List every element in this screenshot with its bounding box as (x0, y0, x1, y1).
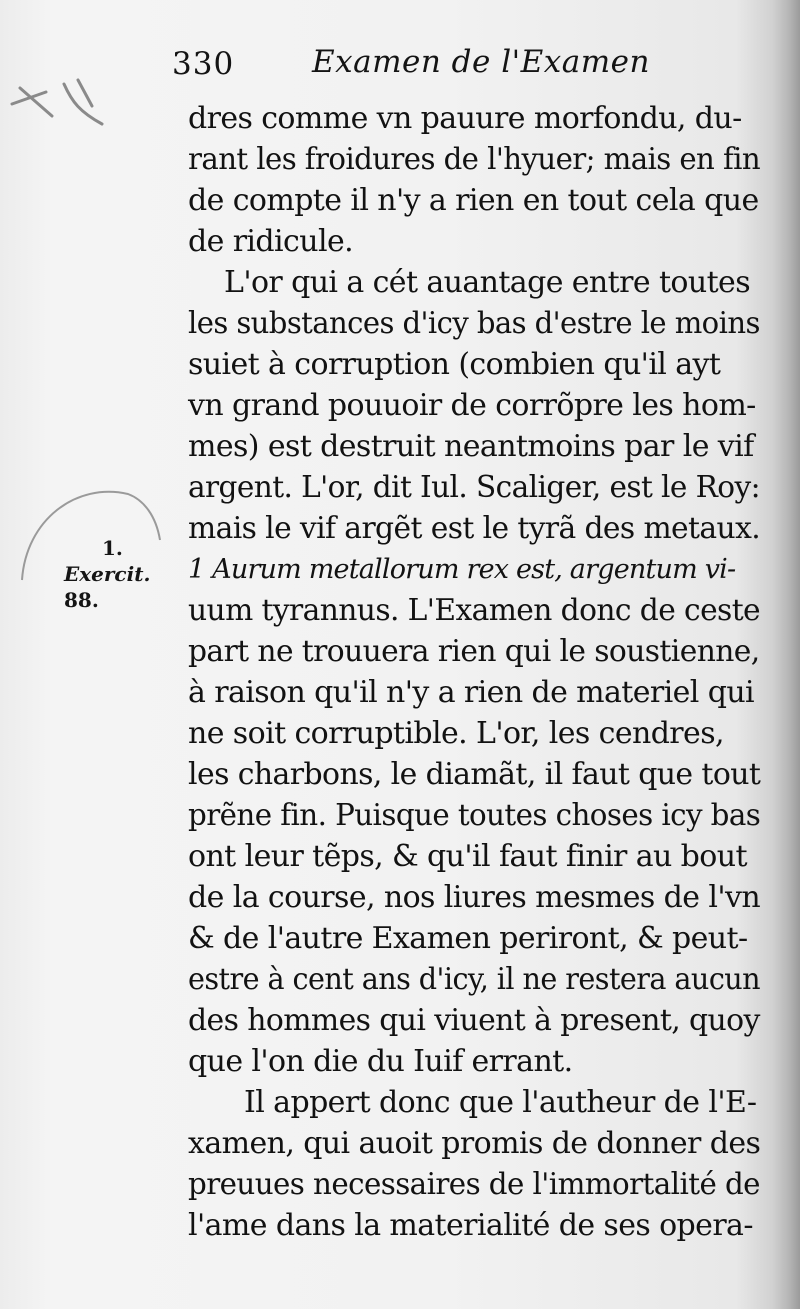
margin-note-label: Exercit. (64, 562, 151, 586)
text-line: à raison qu'il n'y a rien de materiel qui (188, 675, 755, 710)
paragraph-start: L'or qui a cét auantage entre toutes (224, 265, 750, 300)
text-line: l'ame dans la materialité de ses opera- (188, 1208, 753, 1243)
text-line: estre à cent ans d'icy, il ne restera aucun (188, 962, 761, 997)
text-line: ont leur tẽps, & qu'il faut finir au bout (188, 839, 747, 874)
page-number: 330 (172, 46, 235, 82)
text-line: de ridicule. (188, 224, 354, 259)
text-line: vn grand pouuoir de corrõpre les hom- (188, 388, 756, 423)
text-line: argent. L'or, dit Iul. Scaliger, est le Roy: (188, 470, 760, 505)
text-line: les charbons, le diamãt, il faut que tout (188, 757, 761, 792)
ink-mark-icon (6, 72, 116, 142)
text-line: ne soit corruptible. L'or, les cendres, (188, 716, 724, 751)
margin-note-number: 1. (102, 536, 123, 560)
text-line: preuues necessaires de l'immortalité de (188, 1167, 760, 1202)
text-line: xamen, qui auoit promis de donner des (188, 1126, 761, 1161)
text-line: de la course, nos liures mesmes de l'vn (188, 880, 761, 915)
text-line: & de l'autre Examen periront, & peut- (188, 921, 748, 956)
text-line: part ne trouuera rien qui le soustienne, (188, 634, 760, 669)
text-line: de compte il n'y a rien en tout cela que (188, 183, 759, 218)
text-line: que l'on die du Iuif errant. (188, 1044, 573, 1079)
text-line: prẽne fin. Puisque toutes choses icy bas (188, 798, 761, 833)
running-head (172, 42, 692, 92)
page-edge-shadow (772, 0, 800, 1309)
paragraph-start: Il appert donc que l'autheur de l'E- (244, 1085, 757, 1120)
text-line: des hommes qui viuent à present, quoy (188, 1003, 760, 1038)
text-line: les substances d'icy bas d'estre le moins (188, 306, 760, 341)
running-title: Examen de l'Examen (312, 44, 650, 80)
text-line: mes) est destruit neantmoins par le vif (188, 429, 754, 464)
latin-quote-line: 1 Aurum metallorum rex est, argentum vi- (188, 554, 736, 585)
margin-note-ref: 88. (64, 588, 99, 612)
text-line: suiet à corruption (combien qu'il ayt (188, 347, 721, 382)
text-line: dres comme vn pauure morfondu, du- (188, 101, 742, 136)
text-line: rant les froidures de l'hyuer; mais en fin (188, 142, 761, 177)
text-line: mais le vif argẽt est le tyrã des metaux. (188, 511, 761, 546)
text-line: uum tyrannus. L'Examen donc de ceste (188, 593, 761, 628)
